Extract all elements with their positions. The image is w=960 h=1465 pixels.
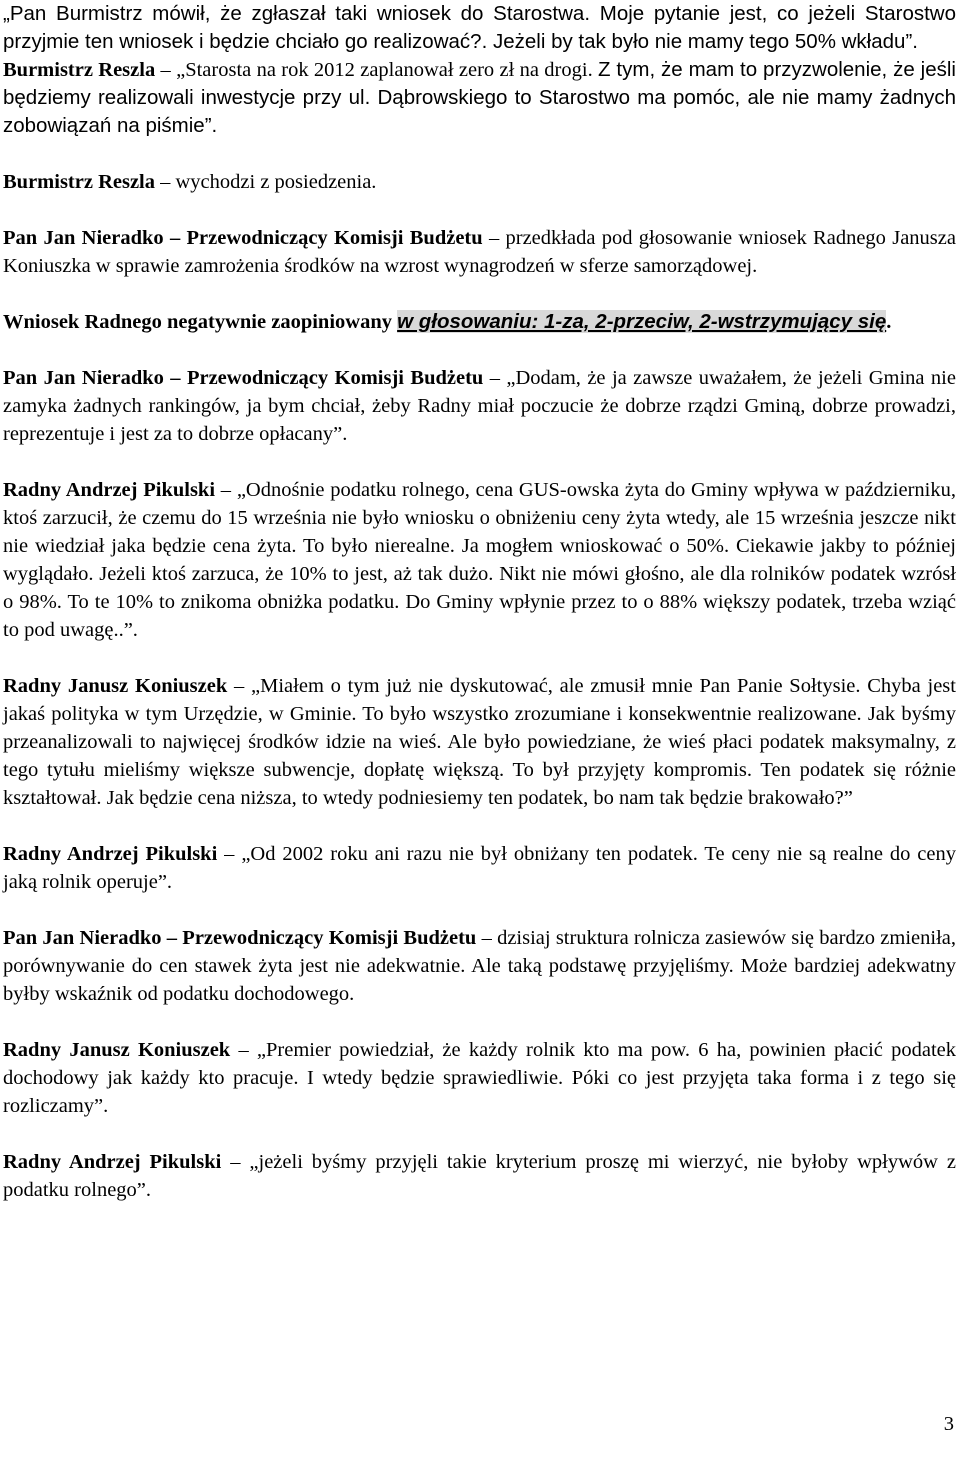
speaker-name: Radny Andrzej Pikulski	[3, 479, 216, 501]
speaker-name: Pan Jan Nieradko – Przewodniczący Komisji Budżetu	[3, 367, 484, 389]
paragraph-text: – „Od 2002 roku ani razu nie był obniżany ten podatek. Te ceny nie są realne do ceny jaką rolnik operuje”.	[3, 843, 956, 893]
paragraph	[3, 1036, 956, 1120]
paragraph-text: – „Dodam, że ja zawsze uważałem, że jeżeli Gmina nie zamyka żadnych rankingów, ja bym chciał, żeby Radny miał poczucie że dobrze rządzi Gminą, dobrze prowadzi, reprezentuje i jest za to dobrze opłacany”.	[3, 367, 956, 445]
paragraph-text: –	[155, 59, 177, 81]
speaker-name: Radny Janusz Koniuszek	[3, 675, 228, 697]
speaker-name: Pan Jan Nieradko – Przewodniczący Komisji Budżetu	[3, 927, 477, 949]
page-number: 3	[943, 1413, 954, 1435]
paragraph	[3, 364, 956, 448]
paragraph-text: – przedkłada pod głosowanie wniosek Radnego Janusza Koniuszka w sprawie zamrożenia środków na wzrost wynagrodzeń w sferze samorządowej.	[3, 227, 956, 277]
paragraph	[3, 1148, 956, 1204]
quote-text: „Pan Burmistrz mówił, że zgłaszał taki wniosek do Starostwa. Moje pytanie jest, co jeżeli Starostwo przyjmie ten wniosek i będzie chciało go realizować?. Jeżeli by tak było nie mamy tego 50% wkładu”.	[3, 2, 956, 53]
paragraph	[3, 0, 956, 56]
speaker-name: Radny Andrzej Pikulski	[3, 843, 218, 865]
paragraph	[3, 224, 956, 280]
paragraph-text: – „Odnośnie podatku rolnego, cena GUS-owska żyta do Gminy wpływa w październiku, ktoś zarzucił, że czemu do 15 września nie było wniosku o obniżeniu ceny żyta wtedy, ale 15 września jeszcze nikt nie wiedział jaka będzie cena żyta. To było nierealne. Ja mogłem wnioskować o 50%. Ciekawie jakby to później wyglądało. Jeżeli ktoś zarzuca, że 10% to jest, aż tak dużo. Nikt nie mówi głośno, ale dla rolników podatek wzrósł o 98%. To te 10% to znikoma obniżka podatku. Do Gminy wpłynie przez to o 88% większy podatek, trzeba wziąć to pod uwagę..”.	[3, 479, 956, 641]
vote-result: w głosowaniu: 1-za, 2-przeciw, 2-wstrzymujący się	[397, 310, 887, 333]
speaker-name: Burmistrz Reszla	[3, 59, 156, 81]
speaker-name: Wniosek Radnego negatywnie zaopiniowany	[3, 311, 398, 333]
paragraph-text: – „Miałem o tym już nie dyskutować, ale zmusił mnie Pan Panie Sołtysie. Chyba jest jakaś polityka w tym Urzędzie, w Gminie. To było wszystko zrozumiane i konsekwentnie realizowane. Jak byśmy przeanalizowali to najwięcej środków idzie na wieś. Ale było powiedziane, że wieś płaci podatek maksymalny, z tego tytułu mieliśmy większe subwencje, dopłatę większą. To był przyjęty kompromis. Ten podatek się różnie kształtował. Jak będzie cena niższa, to wtedy podniesiemy ten podatek, bo nam tak będzie brakowało?”	[3, 675, 956, 809]
paragraph	[3, 168, 956, 196]
paragraph-text: „Starosta na rok 2012 zaplanował zero zł na drogi.	[176, 59, 599, 81]
paragraph	[3, 672, 956, 812]
paragraph-text: – dzisiaj struktura rolnicza zasiewów się bardzo zmieniła, porównywanie do cen stawek żyta jest nie adekwatnie. Ale taką podstawę przyjęliśmy. Może bardziej adekwatny byłby wskaźnik od podatku dochodowego.	[3, 927, 956, 1005]
paragraph	[3, 476, 956, 644]
paragraph-text: – wychodzi z posiedzenia.	[155, 171, 377, 193]
paragraph	[3, 840, 956, 896]
paragraph	[3, 924, 956, 1008]
document-body	[3, 0, 956, 1204]
quote-text: Z tym, że mam to przyzwolenie, że jeśli będziemy realizowali inwestycje przy ul. Dąbrowskiego to Starostwo ma pomóc, ale nie mamy żadnych zobowiązań na piśmie”.	[3, 58, 956, 137]
paragraph	[3, 308, 956, 336]
paragraph	[3, 56, 956, 140]
paragraph-text: – „jeżeli byśmy przyjęli takie kryterium proszę mi wierzyć, nie byłoby wpływów z podatku rolnego”.	[3, 1151, 956, 1201]
speaker-name: Radny Andrzej Pikulski	[3, 1151, 222, 1173]
speaker-name: .	[886, 311, 892, 333]
paragraph-text: – „Premier powiedział, że każdy rolnik kto ma pow. 6 ha, powinien płacić podatek dochodowy jak każdy kto pracuje. I wtedy będzie sprawiedliwie. Póki co jest przyjęta taka forma i z tego się rozliczamy”.	[3, 1039, 956, 1117]
speaker-name: Radny Janusz Koniuszek	[3, 1039, 231, 1061]
speaker-name: Burmistrz Reszla	[3, 171, 155, 193]
speaker-name: Pan Jan Nieradko – Przewodniczący Komisji Budżetu	[3, 227, 483, 249]
